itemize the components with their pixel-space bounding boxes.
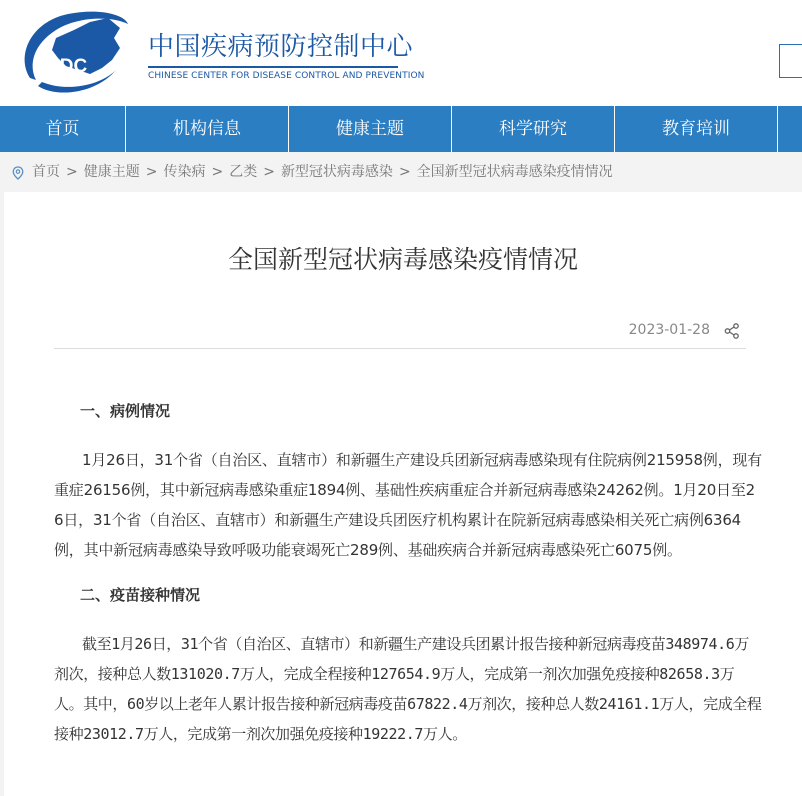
breadcrumb — [0, 152, 802, 192]
breadcrumb-health-topics[interactable]: 健康主题 — [83, 164, 140, 180]
publish-date: 2023-01-28 — [628, 322, 710, 338]
article-title: 全国新型冠状病毒感染疫情情况 — [227, 245, 578, 274]
nav-item-research[interactable]: 科学研究 — [452, 106, 615, 152]
breadcrumb-separator: > — [145, 164, 158, 180]
breadcrumb-separator: > — [211, 164, 224, 180]
nav-item-more[interactable] — [778, 106, 802, 152]
site-header — [0, 0, 802, 106]
nav-item-education[interactable]: 教育培训 — [615, 106, 778, 152]
breadcrumb-trail — [32, 152, 613, 192]
breadcrumb-separator: > — [66, 164, 78, 180]
brand-divider — [148, 66, 398, 68]
breadcrumb-infectious-disease[interactable]: 传染病 — [163, 164, 206, 180]
breadcrumb-separator: > — [263, 164, 275, 180]
breadcrumb-home[interactable]: 首页 — [32, 164, 60, 180]
breadcrumb-covid[interactable]: 新型冠状病毒感染 — [280, 164, 393, 180]
search-box[interactable] — [779, 44, 802, 78]
share-icon[interactable] — [724, 323, 740, 339]
nav-item-health-topics[interactable]: 健康主题 — [289, 106, 452, 152]
nav-item-institution[interactable]: 机构信息 — [126, 106, 289, 152]
section-heading: 一、病例情况 — [80, 402, 171, 420]
breadcrumb-class-b[interactable]: 乙类 — [229, 164, 258, 180]
article-panel — [4, 192, 802, 796]
location-pin-icon — [12, 166, 24, 180]
main-nav — [0, 106, 802, 152]
breadcrumb-current[interactable]: 全国新型冠状病毒感染疫情情况 — [416, 164, 613, 180]
section-paragraph: 1月26日，31个省（自治区、直辖市）和新疆生产建设兵团新冠病毒感染现有住院病例215958例，现有重症26156例，其中新冠病毒感染重症1894例、基础性疾病重症合并新冠病毒感染24262例。1月20日至26日，31个省（自治区、直辖市）和新疆生产建设兵团医疗机构累计在院新冠病毒感染相关死亡病例6364例，其中新冠病毒感染导致呼吸功能衰竭死亡289例、基础疾病合并新冠病毒感染死亡6075例。 — [54, 451, 762, 559]
article-meta — [54, 318, 746, 349]
brand-name-cn[interactable]: 中国疾病预防控制中心 — [148, 32, 414, 62]
section-paragraph: 截至1月26日，31个省（自治区、直辖市）和新疆生产建设兵团累计报告接种新冠病毒疫苗348974.6万剂次，接种总人数131020.7万人，完成全程接种127654.9万人，完成第一剂次加强免疫接种82658.3万人。其中，60岁以上老年人累计报告接种新冠病毒疫苗67822.4万剂次，接种总人数24161.1万人，完成全程接种23012.7万人，完成第一剂次加强免疫接种19222.7万人。 — [54, 635, 762, 743]
nav-item-home[interactable]: 首页 — [0, 106, 126, 152]
logo-text: CDC — [46, 56, 88, 77]
cdc-logo-icon[interactable] — [16, 8, 132, 98]
breadcrumb-separator: > — [398, 164, 411, 180]
brand-name-en: CHINESE CENTER FOR DISEASE CONTROL AND PREVENTION — [148, 71, 425, 81]
article-body — [54, 396, 762, 764]
section-heading: 二、疫苗接种情况 — [80, 586, 201, 604]
